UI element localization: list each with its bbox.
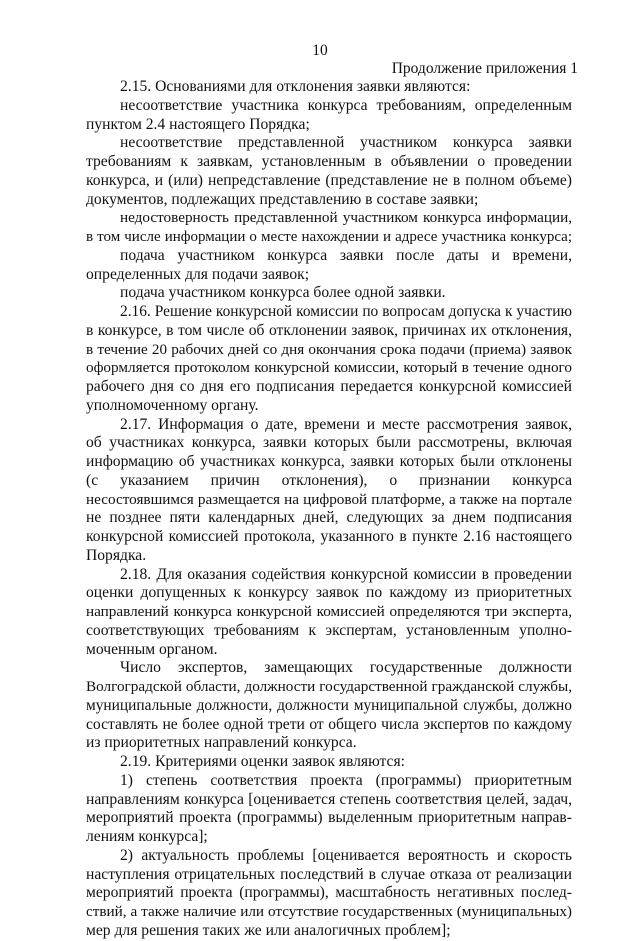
page-number: 10 [312,42,328,59]
text-line: несостоявшимся размещается на цифровой платформе, а также на портале [86,490,572,508]
text-line: 1) степень соответствия проекта (программы) приоритетным [120,771,572,789]
text-line: требованиям к заявкам, установленным в объявлении о проведении [86,153,572,170]
text-line: не позднее пяти календарных дней, следующих за днем подписания [86,509,572,527]
text-line: муниципальные должности, должности муниципальной службы, должно [86,696,572,714]
text-line: рабочего дня со дня его подписания передается конкурсной комиссией [86,378,572,395]
text-line: конкурса, и (или) непредставление (представление не в полном объеме) [86,171,572,189]
text-line: мероприятий проекта (программы) выделенным приоритетным направ- [86,809,572,827]
text-line: 2.17. Информация о дате, времени и месте рассмотрения заявок, [120,415,572,433]
text-line: несоответствие участника конкурса требованиям, определенным [120,96,572,114]
text-line: Порядка. [86,546,147,564]
text-line: 2.19. Критериями оценки заявок являются: [120,753,405,770]
document-body [86,78,572,941]
text-line: подача участником конкурса более одной заявки. [120,284,446,302]
appendix-continuation-note: Продолжение приложения 1 [391,60,578,77]
text-line: 2) актуальность проблемы [оценивается вероятность и скорость [120,846,572,864]
text-line: 2.16. Решение конкурсной комиссии по вопросам допуска к участию [120,303,572,320]
text-line: Число экспертов, замещающих государственные должности [120,659,572,677]
text-line: лениям конкурса]; [86,828,208,845]
text-line: оценки допущенных к конкурсу заявок по каждому из приоритетных [86,584,572,602]
text-line: оформляется протоколом конкурсной комиссии, который в течение одного [86,359,572,377]
text-line: недостоверность представленной участником конкурса информации, [120,209,572,227]
text-line: в конкурсе, в том числе об отклонении заявок, причинах их отклонения, [86,321,572,339]
text-line: 2.15. Основаниями для отклонения заявки являются: [120,78,471,95]
text-line: документов, подлежащих представлению в составе заявки; [86,190,479,208]
text-line: об участниках конкурса, заявки которых были рассмотрены, включая [86,434,572,452]
text-line: из приоритетных направлений конкурса. [86,734,357,752]
text-line: составлять не более одной трети от общего числа экспертов по каждому [86,715,572,733]
text-line: направлениям конкурса [оценивается степень соответствия целей, задач, [86,790,572,808]
text-line: направлений конкурса конкурсной комиссией определяются три эксперта, [86,603,572,620]
text-line: в том числе информации о месте нахождении и адресе участника конкурса; [86,229,572,245]
text-line: наступления отрицательных последствий в случае отказа от реализации [86,865,572,883]
text-line: Волгоградской области, должности государственной гражданской службы, [86,678,572,695]
text-line: ствий, а также наличие или отсутствие государственных (муниципальных) [86,903,572,920]
text-line: в течение 20 рабочих дней со дня окончания срока подачи (приема) заявок [86,340,572,358]
text-line: определенных для подачи заявок; [86,265,310,283]
text-line: пунктом 2.4 настоящего Порядка; [86,115,310,133]
text-line: соответствующих требованиям к экспертам, установленным уполно- [86,621,572,639]
text-line: конкурсной комиссией протокола, указанного в пункте 2.16 настоящего [86,528,572,545]
text-line: несоответствие представленной участником конкурса заявки [120,134,572,152]
text-line: уполномоченному органу. [86,396,259,414]
text-line: моченным органом. [86,640,218,658]
text-line: подача участником конкурса заявки после даты и времени, [120,246,572,264]
text-line: мероприятий проекта (программы), масштабность негативных послед- [86,884,572,902]
text-line: мер для решения таких же или аналогичных проблем]; [86,921,451,939]
text-line: (с указанием причин отклонения), о признании конкурса [86,471,572,489]
text-line: информацию об участниках конкурса, заявки которых были отклонены [86,453,572,470]
text-line: 2.18. Для оказания содействия конкурсной комиссии в проведении [120,565,572,583]
